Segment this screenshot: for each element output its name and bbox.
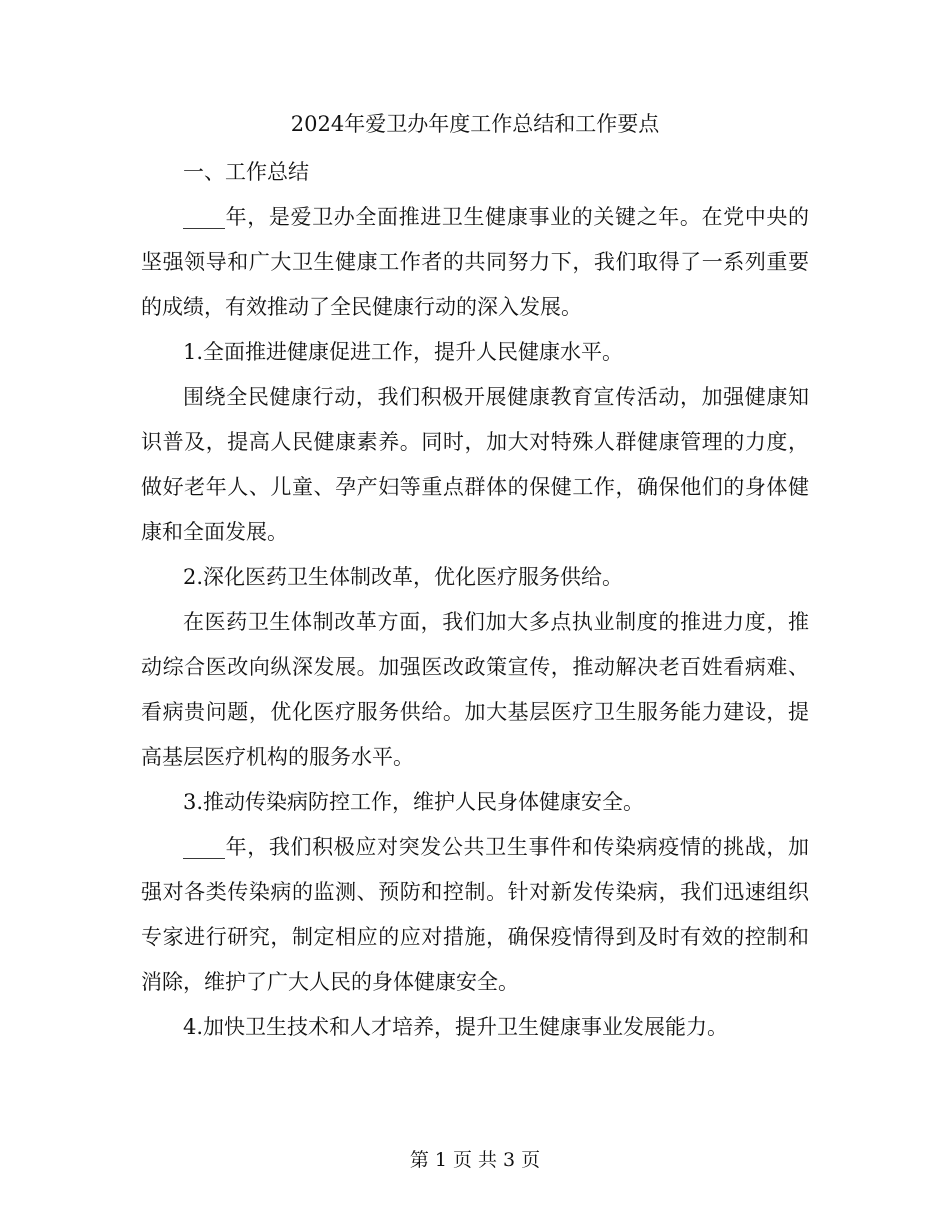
page-number-footer: 第 1 页 共 3 页 [409, 1149, 541, 1171]
body-paragraph: 在医药卫生体制改革方面，我们加大多点执业制度的推进力度，推动综合医改向纵深发展。加强医改政策宣传，推动解决老百姓看病难、看病贵问题，优化医疗服务供给。加大基层医疗卫生服务能力建设，提高基层医疗机构的服务水平。 [141, 610, 809, 769]
document-body [141, 150, 809, 1050]
section-heading: 一、工作总结 [183, 160, 309, 184]
body-paragraph: ____年，我们积极应对突发公共卫生事件和传染病疫情的挑战，加强对各类传染病的监测、预防和控制。针对新发传染病，我们迅速组织专家进行研究，制定相应的应对措施，确保疫情得到及时有效的控制和消除，维护了广大人民的身体健康安全。 [141, 835, 809, 994]
subsection-heading: 2.深化医药卫生体制改革，优化医疗服务供给。 [183, 565, 624, 589]
body-paragraph: 围绕全民健康行动，我们积极开展健康教育宣传活动，加强健康知识普及，提高人民健康素养。同时，加大对特殊人群健康管理的力度，做好老年人、儿童、孕产妇等重点群体的保健工作，确保他们的身体健康和全面发展。 [141, 385, 809, 544]
document-title: 2024年爱卫办年度工作总结和工作要点 [290, 112, 660, 136]
body-paragraph: ____年，是爱卫办全面推进卫生健康事业的关键之年。在党中央的坚强领导和广大卫生健康工作者的共同努力下，我们取得了一系列重要的成绩，有效推动了全民健康行动的深入发展。 [141, 205, 809, 319]
subsection-heading: 1.全面推进健康促进工作，提升人民健康水平。 [183, 340, 624, 364]
subsection-heading: 3.推动传染病防控工作，维护人民身体健康安全。 [183, 790, 645, 814]
subsection-heading: 4.加快卫生技术和人才培养，提升卫生健康事业发展能力。 [183, 1015, 729, 1039]
